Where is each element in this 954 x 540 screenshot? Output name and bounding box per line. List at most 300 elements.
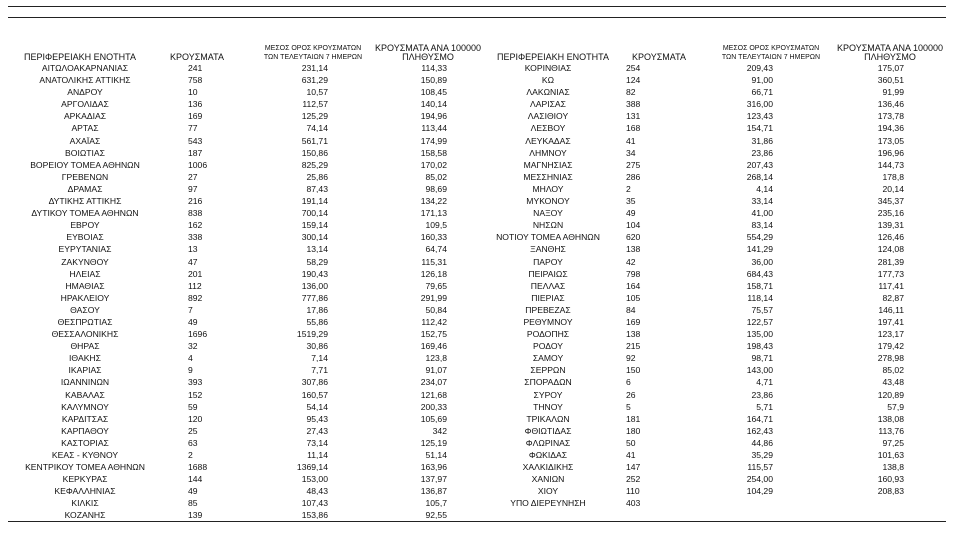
per-capita-cell: 160,33	[420, 232, 447, 243]
table-row	[0, 219, 480, 231]
table-row	[478, 485, 954, 497]
region-cell: ΘΑΣΟΥ	[70, 304, 100, 315]
avg-cell: 777,86	[301, 292, 328, 303]
table-row	[0, 135, 480, 147]
region-cell: ΛΑΚΩΝΙΑΣ	[526, 87, 570, 98]
table-row	[0, 437, 480, 449]
per-capita-cell: 50,84	[425, 304, 447, 315]
table-row	[478, 268, 954, 280]
cases-cell: 105	[626, 292, 641, 303]
cases-cell: 403	[626, 498, 641, 509]
per-capita-cell: 208,83	[877, 486, 904, 497]
cases-cell: 35	[626, 196, 636, 207]
avg-cell: 13,14	[306, 244, 328, 255]
per-capita-cell: 124,08	[877, 244, 904, 255]
cases-cell: 241	[188, 63, 203, 73]
cases-cell: 25	[188, 425, 198, 436]
table-row	[0, 316, 480, 328]
region-cell: ΛΕΣΒΟΥ	[530, 123, 566, 134]
cases-cell: 49	[188, 316, 198, 327]
per-capita-cell: 170,02	[420, 159, 447, 170]
region-cell: ΔΡΑΜΑΣ	[67, 183, 103, 194]
per-capita-cell: 137,97	[420, 474, 447, 485]
avg-cell: 41,00	[751, 208, 773, 219]
per-capita-cell: 123,17	[877, 329, 904, 340]
cases-cell: 49	[188, 486, 198, 497]
per-capita-cell: 98,69	[425, 183, 447, 194]
avg-cell: 254,00	[746, 474, 773, 485]
cases-cell: 92	[626, 353, 636, 364]
table-row	[478, 135, 954, 147]
per-capita-cell: 173,05	[877, 135, 904, 146]
cases-cell: 9	[188, 365, 193, 376]
cases-cell: 393	[188, 377, 203, 388]
per-capita-cell: 146,11	[878, 304, 904, 315]
cases-cell: 34	[626, 147, 636, 158]
region-cell: ΔΥΤΙΚΗΣ ΑΤΤΙΚΗΣ	[48, 196, 122, 207]
region-cell: ΛΗΜΝΟΥ	[529, 147, 567, 158]
region-cell: ΜΑΓΝΗΣΙΑΣ	[523, 159, 573, 170]
table-row	[478, 292, 954, 304]
table-row	[0, 292, 480, 304]
region-cell: ΦΘΙΩΤΙΔΑΣ	[524, 425, 572, 436]
per-capita-cell: 169,46	[420, 341, 447, 352]
table-row	[478, 497, 954, 509]
cases-cell: 47	[188, 256, 198, 267]
region-cell: ΑΡΓΟΛΙΔΑΣ	[61, 99, 109, 110]
left-table-body	[0, 62, 480, 522]
avg-cell: 87,43	[306, 183, 328, 194]
avg-cell: 73,14	[306, 437, 328, 448]
avg-cell: 33,14	[751, 196, 773, 207]
per-capita-cell: 175,07	[877, 63, 904, 73]
table-row	[0, 86, 480, 98]
region-cell: ΚΩ	[541, 75, 555, 86]
region-cell: ΗΜΑΘΙΑΣ	[65, 280, 105, 291]
per-capita-cell: 291,99	[420, 292, 447, 303]
cases-cell: 10	[188, 87, 198, 98]
per-capita-cell: 160,93	[877, 474, 904, 485]
avg-cell: 104,29	[746, 486, 773, 497]
cases-cell: 216	[188, 196, 203, 207]
per-capita-cell: 51,14	[425, 450, 447, 460]
cases-cell: 131	[626, 111, 641, 122]
avg-cell: 554,29	[746, 232, 773, 243]
region-cell: ΒΟΙΩΤΙΑΣ	[65, 147, 105, 158]
avg-cell: 1519,29	[296, 329, 328, 340]
table-row	[0, 497, 480, 509]
cases-cell: 32	[188, 341, 198, 352]
table-row	[0, 485, 480, 497]
table-row	[478, 159, 954, 171]
avg-cell: 684,43	[746, 268, 773, 279]
avg-cell: 58,29	[306, 256, 328, 267]
cases-cell: 6	[626, 377, 631, 388]
table-row	[0, 280, 480, 292]
per-capita-cell: 140,14	[420, 99, 447, 110]
avg-cell: 153,00	[301, 474, 328, 485]
left-header-per-line2: ΠΛΗΘΥΣΜΟ	[402, 52, 454, 62]
table-row	[478, 256, 954, 268]
table-row	[0, 74, 480, 86]
right-header-cases: ΚΡΟΥΣΜΑΤΑ	[632, 52, 686, 62]
per-capita-cell: 97,25	[882, 437, 904, 448]
table-row	[478, 461, 954, 473]
table-row	[0, 256, 480, 268]
cases-cell: 27	[188, 171, 198, 182]
region-cell: ΝΟΤΙΟΥ ΤΟΜΕΑ ΑΘΗΝΩΝ	[496, 232, 600, 243]
table-row	[478, 304, 954, 316]
right-header-avg	[710, 44, 832, 62]
region-cell: ΚΙΛΚΙΣ	[71, 498, 99, 509]
cases-cell: 49	[626, 208, 636, 219]
region-cell: ΔΥΤΙΚΟΥ ΤΟΜΕΑ ΑΘΗΝΩΝ	[31, 208, 139, 219]
cases-cell: 110	[626, 486, 640, 497]
region-cell: ΧΑΛΚΙΔΙΚΗΣ	[522, 462, 574, 473]
cases-cell: 13	[188, 244, 198, 255]
avg-cell: 141,29	[746, 244, 773, 255]
per-capita-cell: 342	[432, 425, 447, 436]
region-cell: ΧΑΝΙΩΝ	[531, 474, 565, 485]
cases-cell: 1696	[188, 329, 208, 340]
region-cell: ΗΛΕΙΑΣ	[69, 268, 101, 279]
table-row	[478, 364, 954, 376]
per-capita-cell: 85,02	[882, 365, 904, 376]
per-capita-cell: 121,68	[420, 389, 447, 400]
avg-cell: 231,14	[301, 63, 328, 73]
per-capita-cell: 112,42	[421, 316, 447, 327]
table-row	[0, 401, 480, 413]
region-cell: ΡΟΔΟΠΗΣ	[526, 329, 570, 340]
cases-cell: 2	[626, 183, 631, 194]
per-capita-cell: 125,19	[420, 437, 447, 448]
table-row	[478, 389, 954, 401]
top-rule-outer	[8, 6, 946, 7]
table-row	[478, 473, 954, 485]
avg-cell: 30,86	[306, 341, 328, 352]
avg-cell: 7,71	[311, 365, 328, 376]
table-row	[478, 195, 954, 207]
table-row	[0, 231, 480, 243]
region-cell: ΠΑΡΟΥ	[533, 256, 563, 267]
per-capita-cell: 114,33	[421, 63, 447, 73]
per-capita-cell: 91,07	[425, 365, 447, 376]
region-cell: ΣΠΟΡΑΔΩΝ	[524, 377, 572, 388]
avg-cell: 55,86	[306, 316, 328, 327]
table-row	[478, 376, 954, 388]
region-cell: ΑΙΤΩΛΟΑΚΑΡΝΑΝΙΑΣ	[41, 63, 129, 73]
table-row	[478, 413, 954, 425]
left-header-cases: ΚΡΟΥΣΜΑΤΑ	[170, 52, 224, 62]
cases-cell: 63	[188, 437, 198, 448]
cases-cell: 252	[626, 474, 641, 485]
per-capita-cell: 105,69	[420, 413, 447, 424]
region-cell: ΚΑΒΑΛΑΣ	[65, 389, 105, 400]
table-row	[478, 340, 954, 352]
per-capita-cell: 171,13	[420, 208, 447, 219]
per-capita-cell: 79,65	[425, 280, 447, 291]
left-header-per-line1: ΚΡΟΥΣΜΑΤΑ ΑΝΑ 100000	[375, 43, 481, 53]
table-row	[0, 473, 480, 485]
avg-cell: 191,14	[301, 196, 328, 207]
avg-cell: 158,71	[746, 280, 773, 291]
cases-cell: 169	[188, 111, 203, 122]
region-cell: ΑΧΑΪΑΣ	[69, 135, 101, 146]
cases-cell: 112	[188, 280, 202, 291]
per-capita-cell: 20,14	[882, 183, 904, 194]
avg-cell: 107,43	[301, 498, 328, 509]
avg-cell: 75,57	[751, 304, 773, 315]
right-header-region: ΠΕΡΙΦΕΡΕΙΑΚΗ ΕΝΟΤΗΤΑ	[496, 52, 610, 62]
region-cell: ΥΠΟ ΔΙΕΡΕΥΝΗΣΗ	[510, 498, 586, 509]
table-row	[478, 401, 954, 413]
region-cell: ΜΥΚΟΝΟΥ	[526, 196, 570, 207]
per-capita-cell: 360,51	[877, 75, 904, 86]
avg-cell: 36,00	[751, 256, 773, 267]
per-capita-cell: 64,74	[425, 244, 447, 255]
region-cell: ΚΟΖΑΝΗΣ	[64, 510, 106, 521]
avg-cell: 631,29	[301, 75, 328, 86]
per-capita-cell: 120,89	[877, 389, 904, 400]
region-cell: ΦΩΚΙΔΑΣ	[528, 450, 568, 460]
table-row	[0, 122, 480, 134]
per-capita-cell: 139,31	[877, 220, 904, 231]
avg-cell: 162,43	[746, 425, 773, 436]
table-row	[478, 352, 954, 364]
cases-cell: 620	[626, 232, 641, 243]
avg-cell: 17,86	[306, 304, 328, 315]
right-header-per-line1: ΚΡΟΥΣΜΑΤΑ ΑΝΑ 100000	[837, 43, 943, 53]
per-capita-cell: 126,18	[420, 268, 447, 279]
per-capita-cell: 113,44	[421, 123, 447, 134]
avg-cell: 164,71	[746, 413, 773, 424]
region-cell: ΚΑΛΥΜΝΟΥ	[61, 401, 109, 412]
per-capita-cell: 136,87	[420, 486, 447, 497]
table-row	[478, 74, 954, 86]
region-cell: ΓΡΕΒΕΝΩΝ	[61, 171, 109, 182]
per-capita-cell: 108,45	[420, 87, 447, 98]
cases-cell: 169	[626, 316, 641, 327]
left-header-avg-line1: ΜΕΣΟΣ ΟΡΟΣ ΚΡΟΥΣΜΑΤΩΝ	[264, 45, 362, 52]
table-row	[0, 461, 480, 473]
avg-cell: 135,00	[746, 329, 773, 340]
avg-cell: 95,43	[306, 413, 328, 424]
cases-cell: 1688	[188, 462, 208, 473]
region-cell: ΑΝΔΡΟΥ	[67, 87, 103, 98]
per-capita-cell: 101,63	[877, 450, 904, 460]
per-capita-cell: 152,75	[420, 329, 447, 340]
cases-cell: 388	[626, 99, 641, 110]
cases-cell: 139	[188, 510, 203, 521]
right-header-avg-line1: ΜΕΣΟΣ ΟΡΟΣ ΚΡΟΥΣΜΑΤΩΝ	[722, 45, 820, 52]
table-row	[0, 207, 480, 219]
region-cell: ΛΑΡΙΣΑΣ	[530, 99, 566, 110]
region-cell: ΘΕΣΣΑΛΟΝΙΚΗΣ	[51, 329, 119, 340]
cases-cell: 26	[626, 389, 636, 400]
table-row	[0, 328, 480, 340]
per-capita-cell: 138,08	[877, 413, 904, 424]
table-row	[478, 98, 954, 110]
avg-cell: 154,71	[746, 123, 773, 134]
region-cell: ΚΟΡΙΝΘΙΑΣ	[524, 63, 572, 73]
avg-cell: 143,00	[746, 365, 773, 376]
avg-cell: 91,00	[751, 75, 773, 86]
cases-cell: 85	[188, 498, 198, 509]
region-cell: ΡΟΔΟΥ	[533, 341, 563, 352]
region-cell: ΘΗΡΑΣ	[70, 341, 100, 352]
cases-cell: 758	[188, 75, 203, 86]
table-row	[0, 304, 480, 316]
per-capita-cell: 113,76	[878, 425, 904, 436]
cases-cell: 181	[626, 413, 641, 424]
per-capita-cell: 123,8	[425, 353, 447, 364]
avg-cell: 66,71	[751, 87, 773, 98]
region-cell: ΕΥΒΟΙΑΣ	[66, 232, 104, 243]
table-row	[0, 364, 480, 376]
avg-cell: 125,29	[301, 111, 328, 122]
per-capita-cell: 150,89	[420, 75, 447, 86]
region-cell: ΚΕΦΑΛΛΗΝΙΑΣ	[54, 486, 116, 497]
per-capita-cell: 158,58	[420, 147, 447, 158]
region-cell: ΚΕΝΤΡΙΚΟΥ ΤΟΜΕΑ ΑΘΗΝΩΝ	[25, 462, 145, 473]
avg-cell: 700,14	[301, 208, 328, 219]
region-cell: ΘΕΣΠΡΩΤΙΑΣ	[57, 316, 113, 327]
avg-cell: 44,86	[751, 437, 773, 448]
table-row	[0, 268, 480, 280]
cases-cell: 254	[626, 63, 641, 73]
cases-cell: 180	[626, 425, 641, 436]
region-cell: ΜΕΣΣΗΝΙΑΣ	[523, 171, 573, 182]
table-row	[478, 328, 954, 340]
region-cell: ΛΑΣΙΘΙΟΥ	[527, 111, 569, 122]
cases-cell: 543	[188, 135, 203, 146]
region-cell: ΠΡΕΒΕΖΑΣ	[525, 304, 571, 315]
avg-cell: 27,43	[306, 425, 328, 436]
cases-cell: 104	[626, 220, 641, 231]
cases-cell: 275	[626, 159, 641, 170]
avg-cell: 122,57	[746, 316, 773, 327]
avg-cell: 48,43	[306, 486, 328, 497]
region-cell: ΣΑΜΟΥ	[532, 353, 564, 364]
per-capita-cell: 85,02	[425, 171, 447, 182]
per-capita-cell: 136,46	[877, 99, 904, 110]
top-rule-inner	[8, 17, 946, 18]
cases-cell: 2	[188, 450, 193, 460]
table-row	[478, 437, 954, 449]
per-capita-cell: 117,41	[878, 280, 904, 291]
table-row	[478, 171, 954, 183]
cases-cell: 59	[188, 401, 198, 412]
cases-cell: 42	[626, 256, 636, 267]
table-row	[0, 376, 480, 388]
region-cell: ΠΕΙΡΑΙΩΣ	[528, 268, 568, 279]
left-table	[0, 36, 480, 522]
per-capita-cell: 194,36	[877, 123, 904, 134]
cases-cell: 215	[626, 341, 641, 352]
region-cell: ΖΑΚΥΝΘΟΥ	[61, 256, 109, 267]
region-cell: ΛΕΥΚΑΔΑΣ	[525, 135, 571, 146]
region-cell: ΣΕΡΡΩΝ	[530, 365, 566, 376]
table-row	[0, 98, 480, 110]
cases-cell: 41	[626, 135, 636, 146]
cases-cell: 120	[188, 413, 203, 424]
table-row	[0, 62, 480, 74]
per-capita-cell: 92,55	[425, 510, 447, 521]
avg-cell: 11,14	[307, 450, 328, 460]
region-cell: ΚΑΣΤΟΡΙΑΣ	[61, 437, 109, 448]
region-cell: ΑΡΤΑΣ	[71, 123, 99, 134]
avg-cell: 112,57	[302, 99, 328, 110]
avg-cell: 23,86	[751, 147, 773, 158]
region-cell: ΠΙΕΡΙΑΣ	[531, 292, 565, 303]
cases-cell: 164	[626, 280, 641, 291]
cases-cell: 838	[188, 208, 203, 219]
table-row	[478, 231, 954, 243]
table-row	[0, 340, 480, 352]
per-capita-cell: 278,98	[877, 353, 904, 364]
cases-cell: 162	[188, 220, 203, 231]
table-row	[478, 280, 954, 292]
per-capita-cell: 200,33	[420, 401, 447, 412]
region-cell: ΑΝΑΤΟΛΙΚΗΣ ΑΤΤΙΚΗΣ	[39, 75, 131, 86]
cases-cell: 338	[188, 232, 203, 243]
avg-cell: 268,14	[746, 171, 773, 182]
per-capita-cell: 194,96	[420, 111, 447, 122]
per-capita-cell: 174,99	[420, 135, 447, 146]
table-row	[0, 352, 480, 364]
per-capita-cell: 109,5	[425, 220, 447, 231]
region-cell: ΣΥΡΟΥ	[533, 389, 563, 400]
per-capita-cell: 82,87	[882, 292, 904, 303]
table-row	[478, 425, 954, 437]
per-capita-cell: 179,42	[877, 341, 904, 352]
cases-cell: 5	[626, 401, 631, 412]
region-cell: ΤΡΙΚΑΛΩΝ	[526, 413, 570, 424]
table-row	[0, 147, 480, 159]
right-header-per	[830, 44, 950, 62]
avg-cell: 207,43	[746, 159, 773, 170]
region-cell: ΑΡΚΑΔΙΑΣ	[63, 111, 107, 122]
table-row	[0, 171, 480, 183]
avg-cell: 307,86	[301, 377, 328, 388]
avg-cell: 123,43	[746, 111, 773, 122]
table-row	[0, 183, 480, 195]
avg-cell: 316,00	[746, 99, 773, 110]
cases-cell: 286	[626, 171, 641, 182]
per-capita-cell: 177,73	[877, 268, 904, 279]
avg-cell: 25,86	[306, 171, 328, 182]
left-header-row	[0, 36, 480, 62]
avg-cell: 825,29	[301, 159, 328, 170]
per-capita-cell: 173,78	[877, 111, 904, 122]
per-capita-cell: 196,96	[877, 147, 904, 158]
cases-cell: 124	[626, 75, 641, 86]
region-cell: ΞΑΝΘΗΣ	[530, 244, 566, 255]
avg-cell: 98,71	[751, 353, 773, 364]
avg-cell: 300,14	[301, 232, 328, 243]
per-capita-cell: 197,41	[877, 316, 904, 327]
per-capita-cell: 235,16	[877, 208, 904, 219]
right-table	[478, 36, 954, 509]
cases-cell: 82	[626, 87, 636, 98]
cases-cell: 147	[626, 462, 641, 473]
cases-cell: 144	[188, 474, 203, 485]
cases-cell: 77	[188, 123, 198, 134]
region-cell: ΗΡΑΚΛΕΙΟΥ	[60, 292, 110, 303]
per-capita-cell: 345,37	[877, 196, 904, 207]
avg-cell: 83,14	[751, 220, 773, 231]
region-cell: ΝΗΣΩΝ	[532, 220, 564, 231]
